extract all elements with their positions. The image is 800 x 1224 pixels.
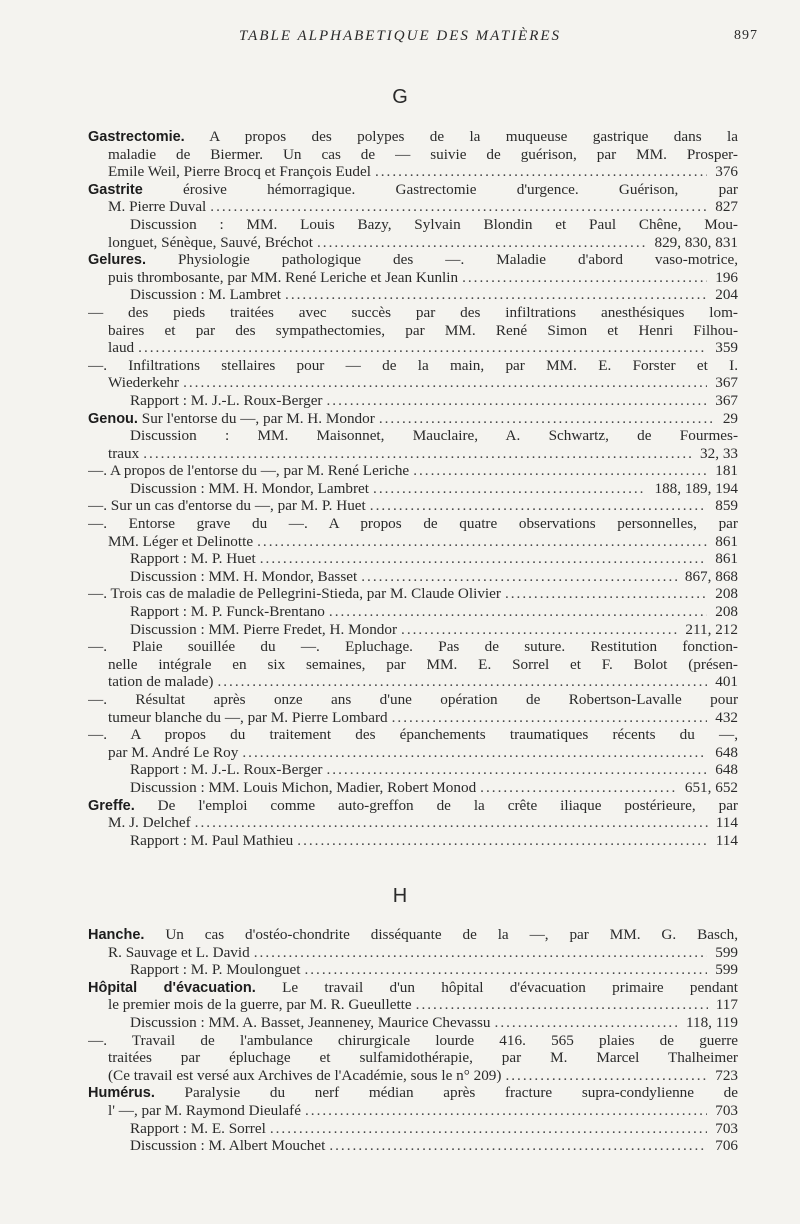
page-reference: 867, 868: [684, 567, 738, 585]
entry-body: De l'emploi comme auto-greffon de la crête iliaque postérieure, par: [134, 796, 738, 814]
entry-text: [130, 779, 476, 797]
page-reference: 118, 119: [685, 1013, 738, 1031]
page-reference: 651, 652: [684, 778, 738, 796]
page-reference: 829, 830, 831: [654, 233, 738, 251]
index-line: [88, 926, 738, 944]
dot-leader: [413, 462, 707, 480]
entry-body: —. Infiltrations stellaires pour — de la main, par MM. E. Forster et I.: [88, 356, 738, 374]
section-letter-h: H: [392, 885, 408, 907]
entry-body: longuet, Sénèque, Sauvé, Bréchot: [108, 233, 313, 251]
entry-body: tation de malade): [108, 673, 214, 691]
entry-heading: Hanche.: [88, 927, 145, 943]
index-line: [88, 234, 738, 252]
page-reference: 367: [715, 374, 738, 392]
index-line: [88, 480, 738, 498]
entry-text: [108, 1067, 501, 1085]
entry-heading: Gastrectomie.: [88, 129, 185, 145]
entry-text: [130, 961, 300, 979]
entry-text: [130, 1137, 325, 1155]
entry-body: Un cas d'ostéo-chondrite disséquante de la —, par MM. G. Basch,: [144, 926, 738, 943]
entry-body: l' —, par M. Raymond Dieulafé: [108, 1101, 301, 1119]
entry-body: Rapport : M. J.-L. Roux-Berger: [130, 391, 323, 409]
dot-leader: [257, 533, 707, 551]
page-reference: 599: [715, 943, 738, 961]
dot-leader: [304, 961, 707, 979]
page-reference: 703: [715, 1101, 738, 1119]
entry-body: —. Sur un cas d'entorse du —, par M. P. Huet: [88, 497, 366, 515]
entry-body: Rapport : M. Paul Mathieu: [130, 831, 294, 849]
dot-leader: [495, 1014, 678, 1032]
entry-heading: Greffe.: [88, 797, 135, 814]
entry-body: — des pieds traitées avec succès par des infiltrations anesthésiques lom-: [88, 303, 738, 321]
page-reference: 204: [715, 286, 738, 304]
page-reference: 208: [715, 585, 738, 603]
index-line: [88, 1084, 738, 1102]
dot-leader: [317, 234, 646, 252]
index-line: [88, 304, 738, 322]
page-reference: 432: [715, 708, 738, 726]
index-line: [88, 797, 738, 815]
entry-text: [108, 374, 179, 392]
entry-body: —. Trois cas de maladie de Pellegrini-Stieda, par M. Claude Olivier: [88, 585, 501, 603]
entry-text: [130, 568, 357, 586]
entry-text: [108, 996, 412, 1014]
entry-heading: Gelures.: [88, 252, 147, 269]
entry-body: —. Entorse grave du —. A propos de quatre observations personnelles, par: [88, 515, 738, 533]
page-reference: 861: [715, 532, 738, 550]
entry-text: [130, 392, 323, 410]
index-line: [88, 814, 738, 832]
dot-leader: [505, 585, 707, 603]
index-line: [88, 603, 738, 621]
entry-text: [108, 1102, 301, 1120]
entry-body: Paralysie du nerf médian après fracture supra-condylienne de: [154, 1084, 738, 1102]
entry-body: Emile Weil, Pierre Brocq et François Eudel: [108, 163, 371, 181]
entry-heading: Genou.: [88, 410, 138, 427]
page-reference: 861: [715, 550, 738, 568]
dot-leader: [416, 996, 708, 1014]
index-line: [88, 1032, 738, 1050]
index-line: [88, 497, 738, 515]
entry-text: [108, 673, 213, 691]
entry-text: [108, 339, 134, 357]
index-line: [88, 251, 738, 269]
index-line: [88, 691, 738, 709]
entry-text: [130, 621, 397, 639]
dot-leader: [285, 286, 707, 304]
entry-text: [130, 550, 256, 568]
entry-text: [108, 533, 253, 551]
entry-text: [108, 944, 250, 962]
index-line: [88, 568, 738, 586]
dot-leader: [270, 1120, 707, 1138]
entry-body: A propos des polypes de la muqueuse gastrique dans la: [184, 128, 738, 145]
entry-heading: Humérus.: [88, 1085, 155, 1102]
dot-leader: [143, 445, 692, 463]
page-reference: 827: [715, 198, 738, 216]
entry-body: nelle intégrale en six semaines, par MM. E. Sorrel et F. Bolot (présen-: [108, 655, 738, 673]
page-reference: 359: [715, 339, 738, 357]
entry-body: Discussion : MM. H. Mondor, Lambret: [130, 479, 370, 497]
section-letter-g: G: [392, 86, 408, 108]
dot-leader: [297, 832, 708, 850]
entry-body: Le travail d'un hôpital d'évacuation primaire pendant: [255, 978, 738, 996]
entry-body: M. Pierre Duval: [108, 198, 207, 216]
index-line: [88, 1120, 738, 1138]
index-line: [88, 709, 738, 727]
index-line: [88, 374, 738, 392]
index-line: [88, 585, 738, 603]
entry-text: [108, 814, 191, 832]
dot-leader: [373, 480, 646, 498]
index-line: [88, 286, 738, 304]
dot-leader: [462, 269, 707, 287]
index-line: [88, 621, 738, 639]
entry-text: [88, 462, 409, 480]
page-reference: 29: [722, 409, 738, 427]
dot-leader: [217, 673, 707, 691]
dot-leader: [327, 392, 708, 410]
index-line: [88, 462, 738, 480]
entry-text: [108, 269, 458, 287]
entry-body: Discussion : MM. H. Mondor, Basset: [130, 567, 358, 585]
entry-text: [108, 234, 313, 252]
entry-heading: Hôpital d'évacuation.: [88, 979, 256, 996]
dot-leader: [375, 163, 707, 181]
entry-body: baires et par des sympathectomies, par MM. René Simon et Henri Filhou-: [108, 321, 738, 339]
entry-body: maladie de Biermer. Un cas de — suivie de guérison, par MM. Prosper-: [108, 145, 738, 163]
dot-leader: [401, 621, 677, 639]
entry-text: [130, 1120, 266, 1138]
entry-body: puis thrombosante, par MM. René Leriche et Jean Kunlin: [108, 268, 459, 286]
entry-body: Discussion : MM. Louis Michon, Madier, Robert Monod: [130, 778, 477, 796]
index-line: [88, 181, 738, 199]
entry-text: [108, 445, 139, 463]
entry-body: —. A propos de l'entorse du —, par M. René Leriche: [88, 462, 410, 480]
entry-body: traux: [108, 444, 140, 462]
dot-leader: [379, 410, 715, 428]
entry-body: Rapport : M. P. Funck-Brentano: [130, 603, 325, 621]
entry-body: —. Résultat après onze ans d'une opération de Robertson-Lavalle pour: [88, 691, 738, 708]
running-header: [0, 28, 800, 52]
index-line: [88, 979, 738, 997]
entry-body: (Ce travail est versé aux Archives de l'Académie, sous le n° 209): [108, 1066, 502, 1084]
entry-text: [130, 761, 323, 779]
entry-text: [130, 1014, 491, 1032]
entry-text: [108, 709, 388, 727]
index-line: [88, 515, 738, 533]
entry-body: le premier mois de la guerre, par M. R. Gueullette: [108, 996, 412, 1014]
index-line: [88, 339, 738, 357]
entry-body: Discussion : M. Albert Mouchet: [130, 1137, 326, 1155]
entry-body: —. Travail de l'ambulance chirurgicale lourde 416. 565 plaies de guerre: [88, 1031, 738, 1049]
dot-leader: [254, 944, 708, 962]
index-line: [88, 726, 738, 744]
index-line: [88, 673, 738, 691]
index-line: [88, 1102, 738, 1120]
index-line: [88, 1049, 738, 1067]
running-title: TABLE ALPHABETIQUE DES MATIÈRES: [238, 28, 562, 44]
dot-leader: [183, 374, 707, 392]
index-line: [88, 996, 738, 1014]
entry-text: [108, 198, 206, 216]
section-g-entries: [88, 128, 738, 849]
page-reference: 648: [715, 761, 738, 779]
entry-body: Sur l'entorse du —, par M. H. Mondor: [137, 409, 375, 427]
index-line: [88, 445, 738, 463]
index-line: [88, 357, 738, 375]
entry-text: [108, 163, 371, 181]
index-line: [88, 146, 738, 164]
entry-text: [88, 585, 501, 603]
entry-body: Discussion : MM. Louis Bazy, Sylvain Blondin et Paul Chêne, Mou-: [130, 215, 738, 233]
dot-leader: [260, 550, 708, 568]
page-reference: 703: [715, 1119, 738, 1137]
page-reference: 114: [715, 814, 738, 832]
page-reference: 208: [715, 603, 738, 621]
dot-leader: [480, 779, 677, 797]
page-reference: 188, 189, 194: [654, 479, 738, 497]
entry-body: Discussion : MM. A. Basset, Jeanneney, Maurice Chevassu: [130, 1013, 491, 1031]
index-line: [88, 1067, 738, 1085]
entry-body: Wiederkehr: [108, 374, 180, 392]
dot-leader: [327, 761, 708, 779]
page-reference: 114: [715, 831, 738, 849]
dot-leader: [195, 814, 708, 832]
entry-body: Physiologie pathologique des —. Maladie d'abord vaso-motrice,: [146, 251, 738, 269]
index-line: [88, 163, 738, 181]
entry-body: Rapport : M. J.-L. Roux-Berger: [130, 761, 323, 779]
index-line: [88, 410, 738, 428]
index-line: [88, 961, 738, 979]
index-line: [88, 656, 738, 674]
index-line: [88, 269, 738, 287]
index-line: [88, 832, 738, 850]
entry-text: [88, 410, 375, 428]
entry-body: laud: [108, 339, 135, 357]
dot-leader: [329, 1137, 707, 1155]
page-reference: 367: [715, 391, 738, 409]
entry-body: Discussion : MM. Maisonnet, Mauclaire, A. Schwartz, de Fourmes-: [130, 427, 738, 445]
page-reference: 32, 33: [700, 444, 738, 462]
index-line: [88, 550, 738, 568]
entry-body: érosive hémorragique. Gastrectomie d'urgence. Guérison, par: [142, 180, 738, 198]
entry-body: MM. Léger et Delinotte: [108, 532, 254, 550]
index-line: [88, 638, 738, 656]
index-line: [88, 392, 738, 410]
entry-text: [130, 832, 293, 850]
index-line: [88, 198, 738, 216]
entry-body: traitées par épluchage et sulfamidothérapie, par M. Marcel Thalheimer: [108, 1049, 738, 1067]
page-reference: 181: [715, 462, 738, 480]
index-line: [88, 1014, 738, 1032]
entry-text: [130, 480, 369, 498]
page-reference: 723: [715, 1066, 738, 1084]
entry-body: —. Plaie souillée du —. Epluchage. Pas de suture. Restitution fonction-: [88, 638, 738, 656]
entry-body: Discussion : M. Lambret: [130, 286, 282, 304]
entry-body: M. J. Delchef: [108, 814, 191, 832]
section-h-entries: [88, 926, 738, 1155]
page-reference: 376: [715, 163, 738, 181]
index-line: [88, 216, 738, 234]
entry-body: par M. André Le Roy: [108, 743, 239, 761]
entry-heading: Gastrite: [88, 181, 143, 198]
entry-text: [130, 286, 281, 304]
page-reference: 211, 212: [685, 620, 738, 638]
index-line: [88, 761, 738, 779]
page-number: 897: [734, 28, 758, 43]
dot-leader: [392, 709, 708, 727]
entry-body: R. Sauvage et L. David: [108, 943, 250, 961]
dot-leader: [361, 568, 677, 586]
index-line: [88, 779, 738, 797]
page-reference: 706: [715, 1137, 738, 1155]
dot-leader: [305, 1102, 707, 1120]
dot-leader: [242, 744, 707, 762]
index-line: [88, 533, 738, 551]
dot-leader: [138, 339, 707, 357]
entry-body: Rapport : M. E. Sorrel: [130, 1119, 266, 1137]
page-reference: 859: [715, 497, 738, 515]
index-line: [88, 1137, 738, 1155]
page-reference: 117: [715, 996, 738, 1014]
entry-body: tumeur blanche du —, par M. Pierre Lombard: [108, 708, 388, 726]
index-line: [88, 744, 738, 762]
index-line: [88, 427, 738, 445]
dot-leader: [329, 603, 707, 621]
entry-body: Rapport : M. P. Huet: [130, 550, 256, 568]
dot-leader: [210, 198, 707, 216]
entry-body: Rapport : M. P. Moulonguet: [130, 961, 301, 979]
page-reference: 401: [715, 673, 738, 691]
page-reference: 599: [715, 961, 738, 979]
entry-body: —. A propos du traitement des épanchements traumatiques récents du —,: [88, 726, 738, 744]
index-line: [88, 944, 738, 962]
entry-text: [88, 497, 366, 515]
index-line: [88, 128, 738, 146]
page-reference: 648: [715, 743, 738, 761]
dot-leader: [370, 497, 707, 515]
dot-leader: [505, 1067, 707, 1085]
entry-text: [108, 744, 238, 762]
page-reference: 196: [715, 268, 738, 286]
entry-body: Discussion : MM. Pierre Fredet, H. Mondor: [130, 620, 398, 638]
entry-text: [130, 603, 325, 621]
index-line: [88, 322, 738, 340]
